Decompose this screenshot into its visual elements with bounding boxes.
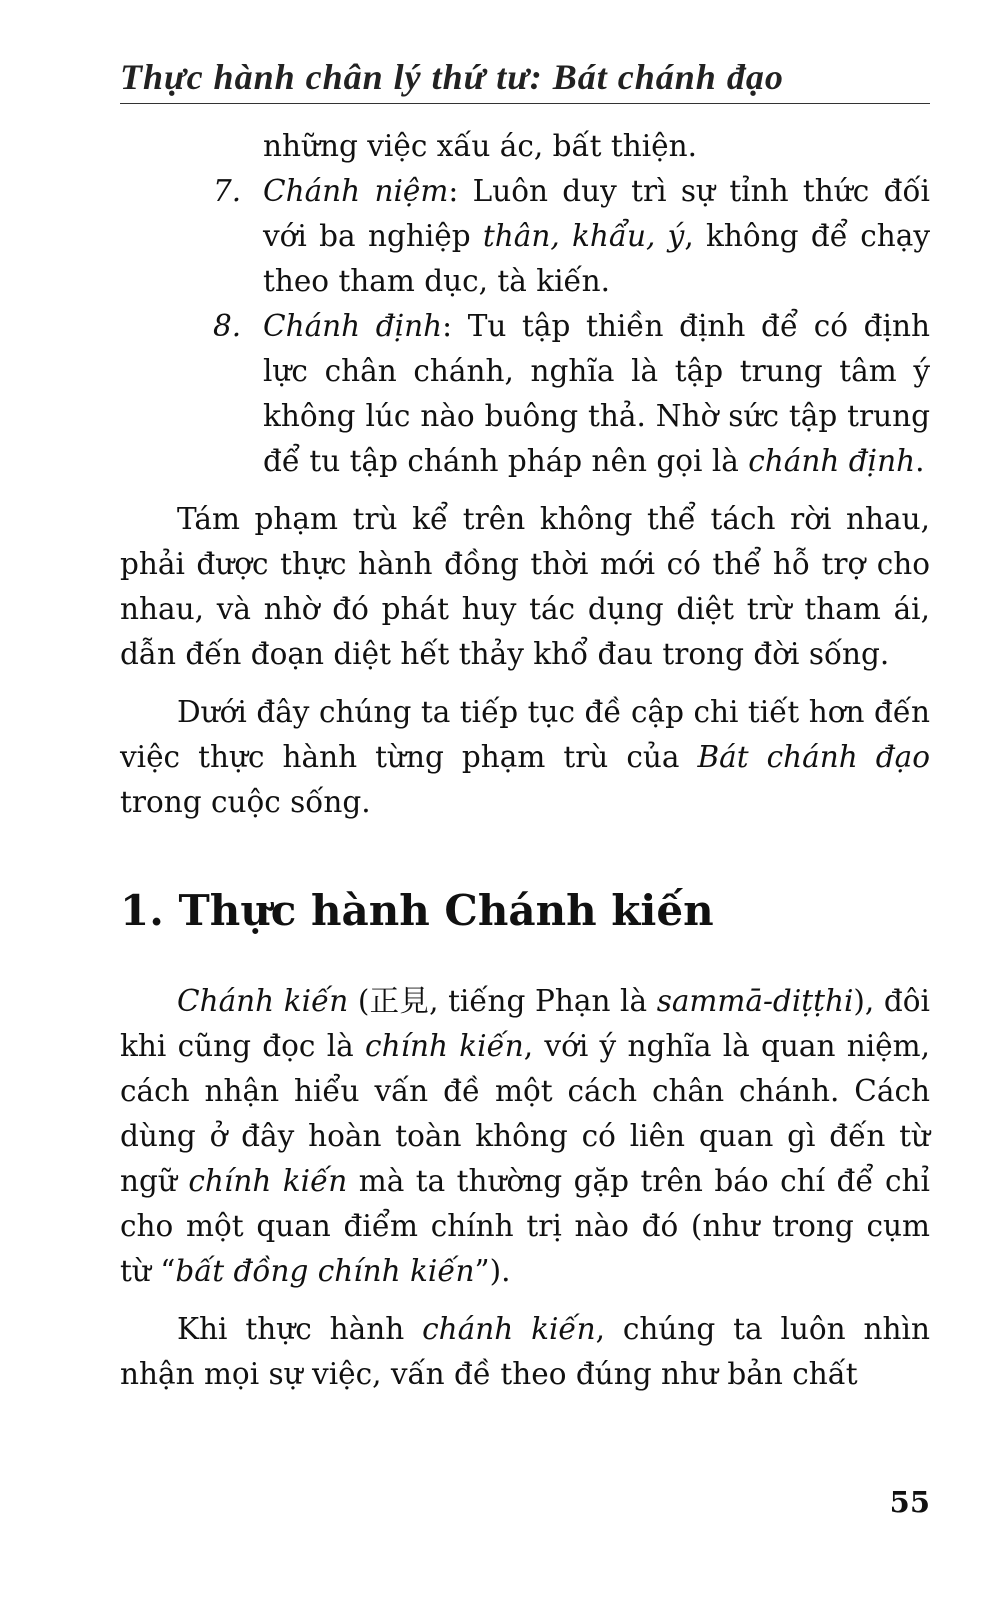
header-rule <box>120 103 930 104</box>
paragraph-text: ), đôi khi cũng đọc là <box>120 984 930 1063</box>
list-continuation: những việc xấu ác, bất thiện. <box>263 129 697 163</box>
paragraph-text: mà ta thường gặp trên báo chí để chỉ cho một quan điểm chính trị nào đó (như trong cụm từ “ <box>120 1164 930 1288</box>
paragraph <box>120 1307 930 1397</box>
item-text: : Tu tập thiền định để có định lực chân chánh, nghĩa là tập trung tâm ý không lúc nào buông thả. Nhờ sức tập trung để tu tập chánh pháp nên gọi là <box>263 309 930 478</box>
italic-phrase: chánh định <box>748 444 916 478</box>
paragraph-text: , chúng ta luôn nhìn nhận mọi sự việc, vấn đề theo đúng như bản chất <box>120 1312 930 1391</box>
italic-phrase: thân, khẩu, ý <box>482 219 685 253</box>
paragraph-text: Khi thực hành <box>177 1312 423 1346</box>
paragraph <box>120 690 930 825</box>
italic-phrase: Bát chánh đạo <box>697 740 930 774</box>
section-heading: 1. Thực hành Chánh kiến <box>120 886 714 935</box>
paragraph-text: , với ý nghĩa là quan niệm, cách nhận hiểu vấn đề một cách chân chánh. Cách dùng ở đây hoàn toàn không có liên quan gì đến từ ngữ <box>120 1029 930 1198</box>
list-number: 7. <box>213 174 242 208</box>
italic-phrase: chính kiến <box>365 1029 524 1063</box>
body-text <box>120 124 930 1397</box>
italic-phrase: sammā-diṭṭhi <box>656 984 854 1018</box>
term: Chánh kiến <box>177 984 349 1018</box>
paragraph: Tám phạm trù kể trên không thể tách rời nhau, phải được thực hành đồng thời mới có thể hỗ trợ cho nhau, và nhờ đó phát huy tác dụng diệt trừ tham ái, dẫn đến đoạn diệt hết thảy khổ đau trong đời sống. <box>120 502 930 671</box>
italic-phrase: chánh kiến <box>422 1312 596 1346</box>
list-item-7 <box>120 169 930 304</box>
running-header: Thực hành chân lý thứ tư: Bát chánh đạo <box>120 57 784 97</box>
item-text: : Luôn duy trì sự tỉnh thức đối với ba nghiệp <box>263 174 930 253</box>
list-item-8 <box>120 304 930 484</box>
page-number: 55 <box>889 1485 930 1519</box>
italic-phrase: bất đồng chính kiến <box>175 1254 475 1288</box>
italic-phrase: chính kiến <box>188 1164 348 1198</box>
paragraph-text: ”). <box>474 1254 511 1288</box>
item-text: , không để chạy theo tham dục, tà kiến. <box>263 219 930 298</box>
paragraph-text: trong cuộc sống. <box>120 785 371 819</box>
paragraph <box>120 979 930 1294</box>
paragraph-text: Dưới đây chúng ta tiếp tục đề cập chi tiết hơn đến việc thực hành từng phạm trù của <box>120 695 930 774</box>
paragraph-text: (正見, tiếng Phạn là <box>348 984 657 1018</box>
term: Chánh định <box>263 309 443 343</box>
item-text: . <box>915 444 925 478</box>
list-number: 8. <box>213 309 242 343</box>
term: Chánh niệm <box>263 174 449 208</box>
